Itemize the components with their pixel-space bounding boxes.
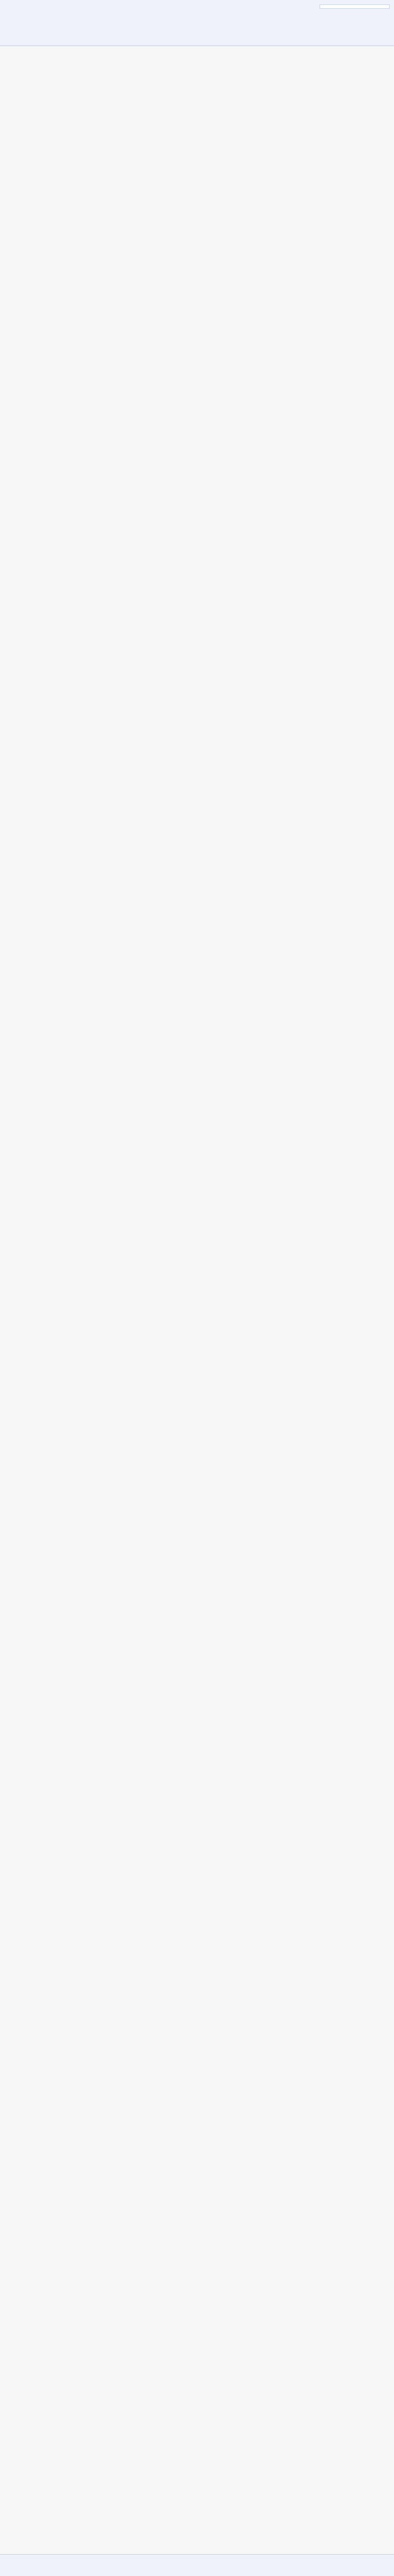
author-box (320, 4, 390, 9)
footer (0, 2554, 394, 2576)
top-header (0, 0, 394, 46)
